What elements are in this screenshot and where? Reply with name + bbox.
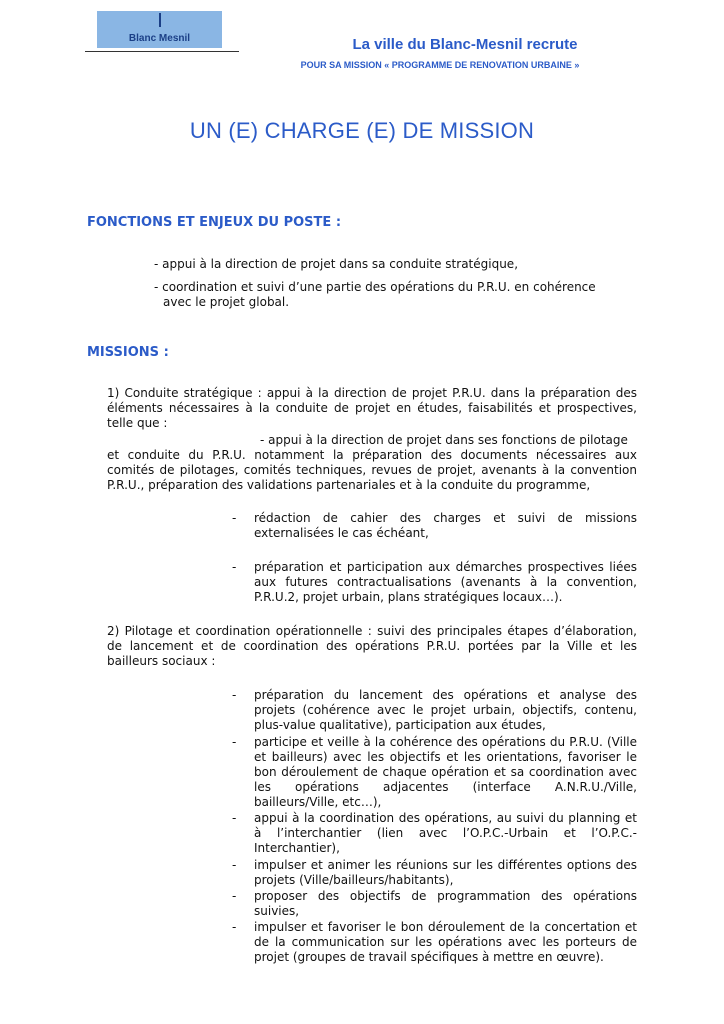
bullet-dash: - <box>232 735 237 749</box>
mission-2-bullet-2: participe et veille à la cohérence des opérations du P.R.U. (Ville et bailleurs) avec les objectifs et les orientations, favoriser le bon déroulement de chaque opération et sa coordination avec les opérations adjacentes (interface A.N.R.U./Ville, bailleurs/Ville, etc…), <box>254 735 637 809</box>
page-title: UN (E) CHARGE (E) DE MISSION <box>189 118 535 143</box>
header-subtitle: POUR SA MISSION « PROGRAMME DE RENOVATION URBAINE » <box>300 60 580 70</box>
fonction-item-2-cont: avec le projet global. <box>163 295 290 309</box>
bullet-dash: - <box>232 858 237 872</box>
mission-1-dash-line: - appui à la direction de projet dans ses fonctions de pilotage <box>260 433 628 447</box>
header-title: La ville du Blanc-Mesnil recrute <box>352 36 578 53</box>
logo <box>97 11 222 48</box>
bullet-dash: - <box>232 889 237 903</box>
mission-2-bullet-6: impulser et favoriser le bon déroulement de la concertation et de la communication sur les opérations avec les porteurs de projet (groupes de travail spécifiques à mettre en œuvre). <box>254 920 637 964</box>
mission-1-bullet-1: rédaction de cahier des charges et suivi de missions externalisées le cas échéant, <box>254 511 637 540</box>
mission-2-bullet-4: impulser et animer les réunions sur les différentes options des projets (Ville/bailleurs/habitants), <box>254 858 637 887</box>
mission-2-bullet-5: proposer des objectifs de programmation des opérations suivies, <box>254 889 637 918</box>
bullet-dash: - <box>232 811 237 825</box>
bullet-dash: - <box>232 560 237 574</box>
fonctions-heading: FONCTIONS ET ENJEUX DU POSTE : <box>87 215 342 230</box>
logo-text: Blanc Mesnil <box>128 33 191 44</box>
missions-heading: MISSIONS : <box>87 345 169 360</box>
fonction-item-2: - coordination et suivi d’une partie des opérations du P.R.U. en cohérence <box>154 280 596 294</box>
tower-icon <box>159 13 161 27</box>
mission-2-bullet-1: préparation du lancement des opérations et analyse des projets (cohérence avec le projet urbain, objectifs, contenu, plus-value qualitative), participation aux études, <box>254 688 637 732</box>
fonction-item-1: - appui à la direction de projet dans sa conduite stratégique, <box>154 257 519 271</box>
bullet-dash: - <box>232 920 237 934</box>
mission-2-bullet-3: appui à la coordination des opérations, au suivi du planning et à l’interchantier (lien avec l’O.P.C.-Urbain et l’O.P.C.-Interchantier), <box>254 811 637 855</box>
mission-1-rest: et conduite du P.R.U. notamment la préparation des documents nécessaires aux comités de pilotages, comités techniques, revues de projet, avenants à la convention P.R.U., préparation des validations partenariales et à la conduite du programme, <box>107 448 637 492</box>
mission-1-intro: 1) Conduite stratégique : appui à la direction de projet P.R.U. dans la préparation des éléments nécessaires à la conduite de projet en études, faisabilités et prospectives, telle que : <box>107 386 637 430</box>
mission-1-bullet-2: préparation et participation aux démarches prospectives liées aux futures contractualisations (avenants à la convention, P.R.U.2, projet urbain, plans stratégiques locaux…). <box>254 560 637 604</box>
bullet-dash: - <box>232 688 237 702</box>
logo-underline <box>85 51 239 52</box>
bullet-dash: - <box>232 511 237 525</box>
mission-2-intro: 2) Pilotage et coordination opérationnelle : suivi des principales étapes d’élaboration, de lancement et de coordination des opérations P.R.U. portées par la Ville et les bailleurs sociaux : <box>107 624 637 668</box>
